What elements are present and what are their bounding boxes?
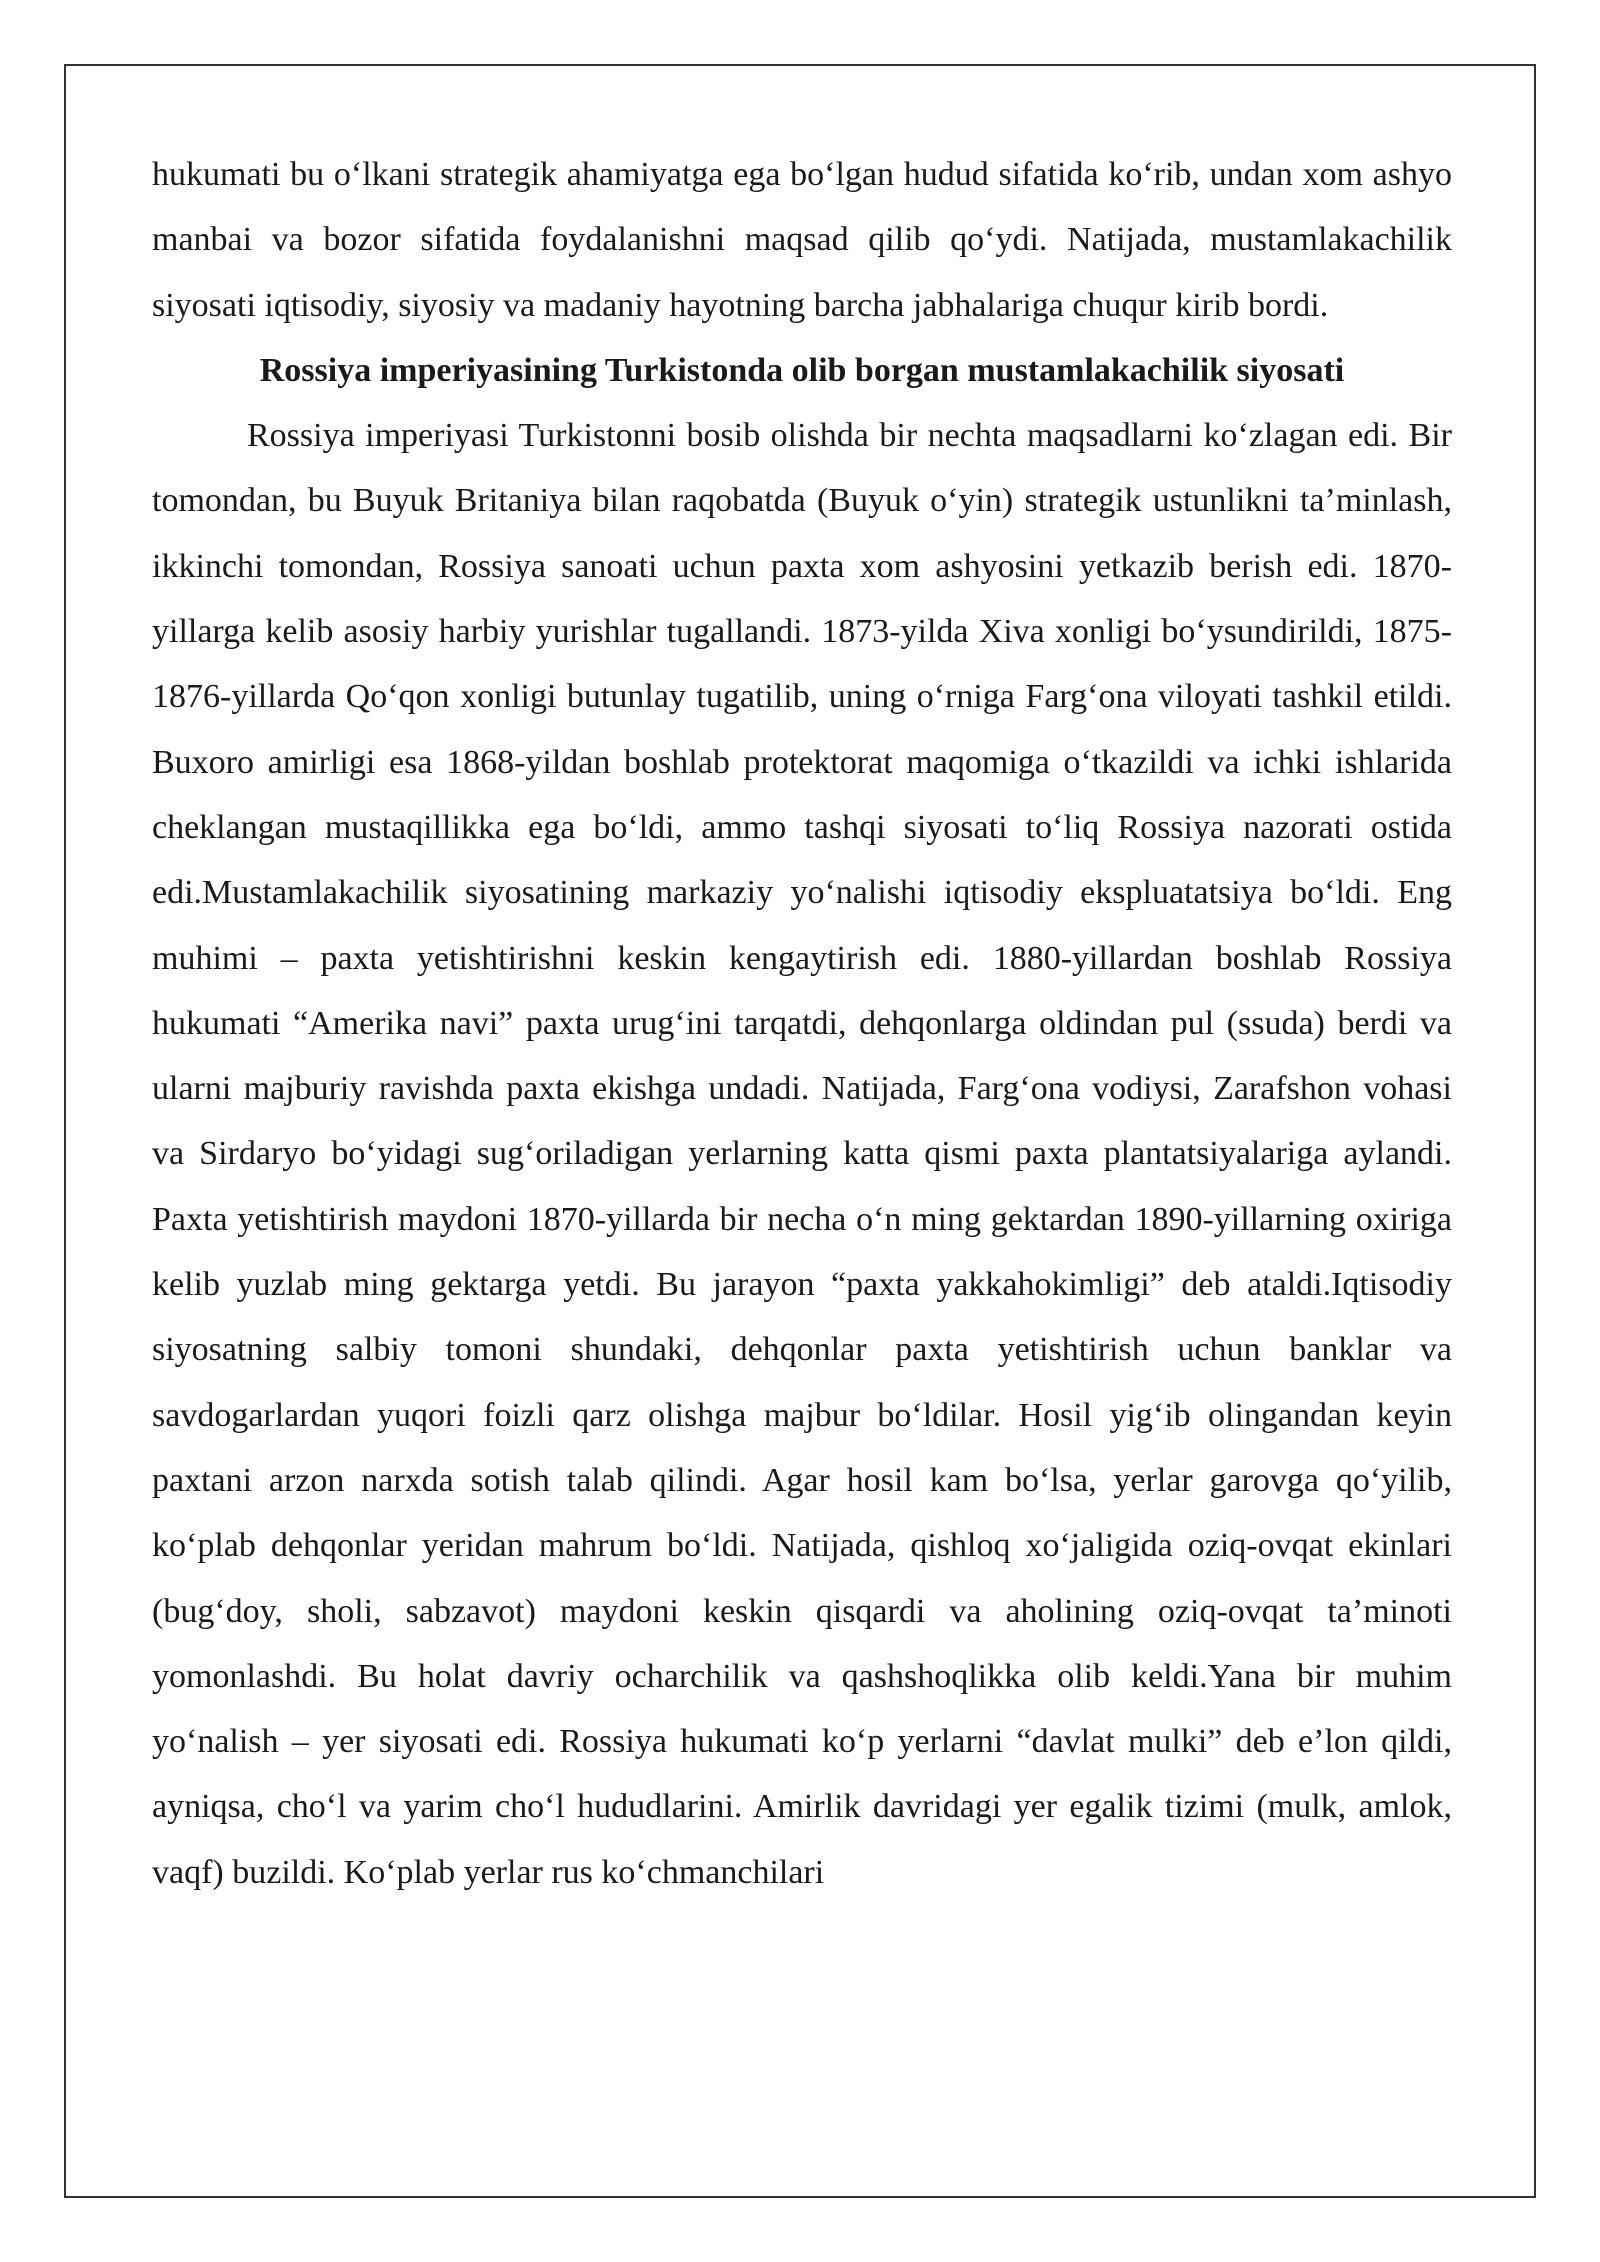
section-heading: Rossiya imperiyasining Turkistonda olib borgan mustamlakachilik siyosati bbox=[259, 351, 1345, 389]
document-body bbox=[152, 142, 1452, 1905]
paragraph-main: Rossiya imperiyasi Turkistonni bosib olishda bir nechta maqsadlarni ko‘zlagan edi. Bir tomondan, bu Buyuk Britaniya bilan raqobatda (Buyuk o‘yin) strategik ustunlikni ta’minlash, ikkinchi tomondan, Rossiya sanoati uchun paxta xom ashyosini yetkazib berish edi. 1870-yillarga kelib asosiy harbiy yurishlar tugallandi. 1873-yilda Xiva xonligi bo‘ysundirildi, 1875-1876-yillarda Qo‘qon xonligi butunlay tugatilib, uning o‘rniga Farg‘ona viloyati tashkil etildi. Buxoro amirligi esa 1868-yildan boshlab protektorat maqomiga o‘tkazildi va ichki ishlarida cheklangan mustaqillikka ega bo‘ldi, ammo tashqi siyosati to‘liq Rossiya nazorati ostida edi.Mustamlakachilik siyosatining markaziy yo‘nalishi iqtisodiy ekspluatatsiya bo‘ldi. Eng muhimi – paxta yetishtirishni keskin kengaytirish edi. 1880-yillardan boshlab Rossiya hukumati “Amerika navi” paxta urug‘ini tarqatdi, dehqonlarga oldindan pul (ssuda) berdi va ularni majburiy ravishda paxta ekishga undadi. Natijada, Farg‘ona vodiysi, Zarafshon vohasi va Sirdaryo bo‘yidagi sug‘oriladigan yerlarning katta qismi paxta plantatsiyalariga aylandi. Paxta yetishtirish maydoni 1870-yillarda bir necha o‘n ming gektardan 1890-yillarning oxiriga kelib yuzlab ming gektarga yetdi. Bu jarayon “paxta yakkahokimligi” deb ataldi.Iqtisodiy siyosatning salbiy tomoni shundaki, dehqonlar paxta yetishtirish uchun banklar va savdogarlardan yuqori foizli qarz olishga majbur bo‘ldilar. Hosil yig‘ib olingandan keyin paxtani arzon narxda sotish talab qilindi. Agar hosil kam bo‘lsa, yerlar garovga qo‘yilib, ko‘plab dehqonlar yeridan mahrum bo‘ldi. Natijada, qishloq xo‘jaligida oziq-ovqat ekinlari (bug‘doy, sholi, sabzavot) maydoni keskin qisqardi va aholining oziq-ovqat ta’minoti yomonlashdi. Bu holat davriy ocharchilik va qashshoqlikka olib keldi.Yana bir muhim yo‘nalish – yer siyosati edi. Rossiya hukumati ko‘p yerlarni “davlat mulki” deb e’lon qildi, ayniqsa, cho‘l va yarim cho‘l hududlarini. Amirlik davridagi yer egalik tizimi (mulk, amlok, vaqf) buzildi. Ko‘plab yerlar rus ko‘chmanchilari bbox=[152, 417, 1452, 1891]
paragraph-continuation: hukumati bu o‘lkani strategik ahamiyatga ega bo‘lgan hudud sifatida ko‘rib, undan xom ashyo manbai va bozor sifatida foydalanishni maqsad qilib qo‘ydi. Natijada, mustamlakachilik siyosati iqtisodiy, siyosiy va madaniy hayotning barcha jabhalariga chuqur kirib bordi. bbox=[152, 156, 1452, 324]
